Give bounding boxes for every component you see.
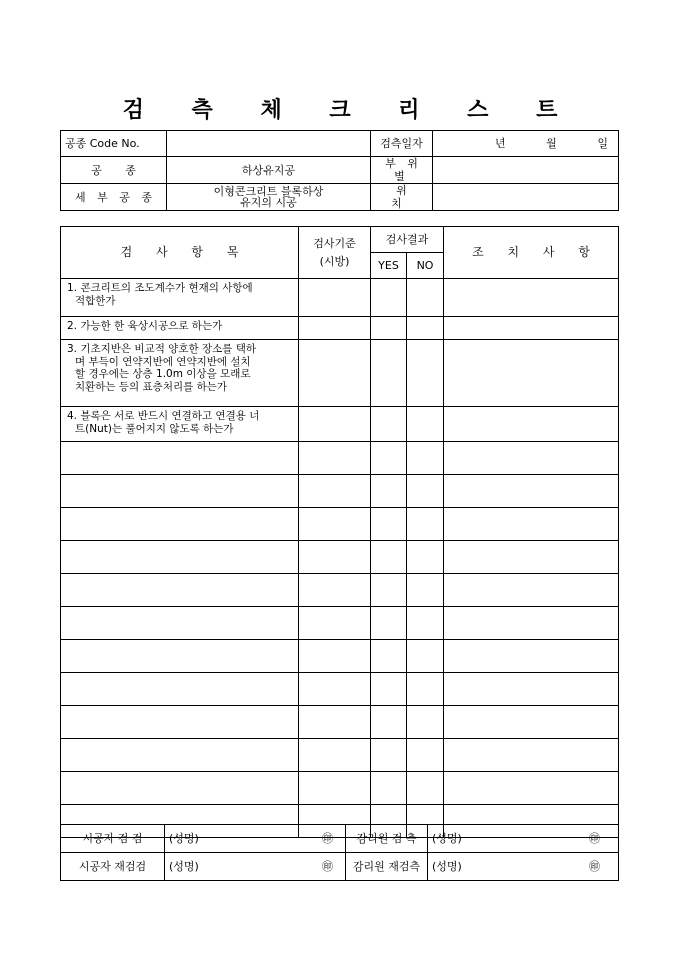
checklist-table	[60, 226, 619, 838]
criteria-cell[interactable]	[299, 317, 371, 340]
yes-cell[interactable]	[371, 279, 407, 317]
criteria-cell[interactable]	[299, 772, 371, 805]
no-cell[interactable]	[407, 673, 444, 706]
detail-value-line2: 유지의 시공	[240, 196, 297, 209]
date-month: 월	[546, 137, 557, 150]
header-no: NO	[407, 253, 444, 279]
date-value[interactable]	[433, 131, 619, 157]
criteria-cell[interactable]	[299, 706, 371, 739]
header-yes: YES	[371, 253, 407, 279]
empty-item-cell[interactable]	[61, 574, 299, 607]
yes-cell[interactable]	[371, 541, 407, 574]
page-title: 검 측 체 크 리 스 트	[122, 97, 578, 123]
action-cell[interactable]	[444, 673, 619, 706]
header-action: 조 치 사 항	[444, 227, 619, 279]
header-criteria-line2: (시방)	[319, 254, 350, 268]
item-3-line1: 3. 기초지반은 비교적 양호한 장소를 택하	[67, 343, 256, 355]
name-label: (성명)	[169, 860, 199, 873]
yes-cell[interactable]	[371, 574, 407, 607]
action-cell[interactable]	[444, 317, 619, 340]
table-row	[61, 317, 619, 340]
item-4-line1: 4. 블록은 서로 반드시 연결하고 연결용 너	[67, 410, 260, 422]
check-item-4	[61, 407, 299, 442]
action-cell[interactable]	[444, 640, 619, 673]
location-value[interactable]	[433, 184, 619, 211]
yes-cell[interactable]	[371, 317, 407, 340]
table-row	[61, 407, 619, 442]
criteria-cell[interactable]	[299, 541, 371, 574]
name-label: (성명)	[432, 832, 462, 845]
yes-cell[interactable]	[371, 739, 407, 772]
no-cell[interactable]	[407, 607, 444, 640]
criteria-cell[interactable]	[299, 442, 371, 475]
empty-item-cell[interactable]	[61, 541, 299, 574]
action-cell[interactable]	[444, 340, 619, 407]
signature-table	[60, 824, 619, 881]
name-label: (성명)	[169, 832, 199, 845]
header-criteria-line1: 검사기준	[313, 236, 356, 250]
empty-item-cell[interactable]	[61, 508, 299, 541]
no-cell[interactable]	[407, 772, 444, 805]
item-3-line4: 치환하는 등의 표층처리를 하는가	[75, 380, 228, 393]
supervisor-recheck-sign[interactable]	[428, 853, 619, 881]
date-label: 검측일자	[371, 131, 433, 157]
work-label: 공 종	[61, 157, 167, 184]
table-row	[61, 640, 619, 673]
criteria-cell[interactable]	[299, 640, 371, 673]
location-label: 위 치	[371, 184, 433, 211]
yes-cell[interactable]	[371, 508, 407, 541]
empty-item-cell[interactable]	[61, 739, 299, 772]
header-item: 검 사 항 목	[61, 227, 299, 279]
supervisor-check-label: 감리원 검 측	[346, 825, 428, 853]
item-1-line1: 1. 콘크리트의 조도계수가 현재의 사항에	[67, 282, 253, 294]
yes-cell[interactable]	[371, 772, 407, 805]
date-day: 일	[597, 137, 608, 150]
check-item-2	[61, 317, 299, 340]
seal-icon: ㊞	[589, 832, 600, 845]
header-criteria	[299, 227, 371, 279]
date-year: 년	[495, 137, 506, 150]
no-cell[interactable]	[407, 640, 444, 673]
check-item-1	[61, 279, 299, 317]
header-result: 검사결과	[371, 227, 444, 253]
item-1-line2: 적합한가	[75, 294, 116, 307]
no-cell[interactable]	[407, 317, 444, 340]
no-cell[interactable]	[407, 407, 444, 442]
work-value[interactable]: 하상유지공	[167, 157, 371, 184]
name-label: (성명)	[432, 860, 462, 873]
item-2-line1: 2. 가능한 한 육상시공으로 하는가	[67, 320, 223, 332]
criteria-cell[interactable]	[299, 407, 371, 442]
detail-value[interactable]	[167, 184, 371, 211]
action-cell[interactable]	[444, 772, 619, 805]
empty-item-cell[interactable]	[61, 442, 299, 475]
no-cell[interactable]	[407, 508, 444, 541]
yes-cell[interactable]	[371, 475, 407, 508]
table-row	[61, 508, 619, 541]
empty-item-cell[interactable]	[61, 640, 299, 673]
criteria-cell[interactable]	[299, 340, 371, 407]
table-row	[61, 340, 619, 407]
part-value[interactable]	[433, 157, 619, 184]
action-cell[interactable]	[444, 706, 619, 739]
table-row	[61, 475, 619, 508]
no-cell[interactable]	[407, 340, 444, 407]
supervisor-recheck-label: 감리원 재검측	[346, 853, 428, 881]
criteria-cell[interactable]	[299, 739, 371, 772]
criteria-cell[interactable]	[299, 279, 371, 317]
no-cell[interactable]	[407, 574, 444, 607]
criteria-cell[interactable]	[299, 475, 371, 508]
table-row	[61, 279, 619, 317]
action-cell[interactable]	[444, 739, 619, 772]
action-cell[interactable]	[444, 574, 619, 607]
action-cell[interactable]	[444, 607, 619, 640]
table-row	[61, 607, 619, 640]
yes-cell[interactable]	[371, 706, 407, 739]
seal-icon: ㊞	[322, 832, 333, 845]
yes-cell[interactable]	[371, 640, 407, 673]
empty-item-cell[interactable]	[61, 607, 299, 640]
table-row	[61, 739, 619, 772]
empty-item-cell[interactable]	[61, 673, 299, 706]
empty-item-cell[interactable]	[61, 772, 299, 805]
supervisor-check-sign[interactable]	[428, 825, 619, 853]
code-value[interactable]	[167, 131, 371, 157]
no-cell[interactable]	[407, 706, 444, 739]
yes-cell[interactable]	[371, 442, 407, 475]
table-row	[61, 574, 619, 607]
yes-cell[interactable]	[371, 407, 407, 442]
table-row	[61, 541, 619, 574]
action-cell[interactable]	[444, 279, 619, 317]
info-table	[60, 130, 619, 211]
yes-cell[interactable]	[371, 607, 407, 640]
item-3-line3: 할 경우에는 상층 1.0m 이상을 모래로	[75, 368, 251, 380]
detail-label: 세 부 공 종	[61, 184, 167, 211]
contractor-recheck-label: 시공자 재검검	[61, 853, 165, 881]
action-cell[interactable]	[444, 508, 619, 541]
contractor-recheck-sign[interactable]	[165, 853, 346, 881]
contractor-check-label: 시공자 검 검	[61, 825, 165, 853]
empty-item-cell[interactable]	[61, 706, 299, 739]
yes-cell[interactable]	[371, 673, 407, 706]
no-cell[interactable]	[407, 475, 444, 508]
part-label: 부 위 별	[371, 157, 433, 184]
action-cell[interactable]	[444, 475, 619, 508]
no-cell[interactable]	[407, 739, 444, 772]
criteria-cell[interactable]	[299, 607, 371, 640]
table-row	[61, 673, 619, 706]
item-4-line2: 트(Nut)는 풀어지지 않도록 하는가	[75, 422, 234, 435]
table-row	[61, 442, 619, 475]
action-cell[interactable]	[444, 541, 619, 574]
action-cell[interactable]	[444, 442, 619, 475]
check-item-3	[61, 340, 299, 407]
seal-icon: ㊞	[322, 860, 333, 873]
no-cell[interactable]	[407, 541, 444, 574]
table-row	[61, 772, 619, 805]
empty-item-cell[interactable]	[61, 475, 299, 508]
code-label: 공종 Code No.	[61, 131, 167, 157]
action-cell[interactable]	[444, 407, 619, 442]
yes-cell[interactable]	[371, 340, 407, 407]
contractor-check-sign[interactable]	[165, 825, 346, 853]
no-cell[interactable]	[407, 279, 444, 317]
detail-value-line1: 이형콘크리트 블록하상	[213, 185, 324, 198]
item-3-line2: 며 부득이 연약지반에 연약지반에 설치	[75, 355, 251, 368]
criteria-cell[interactable]	[299, 508, 371, 541]
criteria-cell[interactable]	[299, 673, 371, 706]
criteria-cell[interactable]	[299, 574, 371, 607]
no-cell[interactable]	[407, 442, 444, 475]
seal-icon: ㊞	[589, 860, 600, 873]
table-row	[61, 706, 619, 739]
